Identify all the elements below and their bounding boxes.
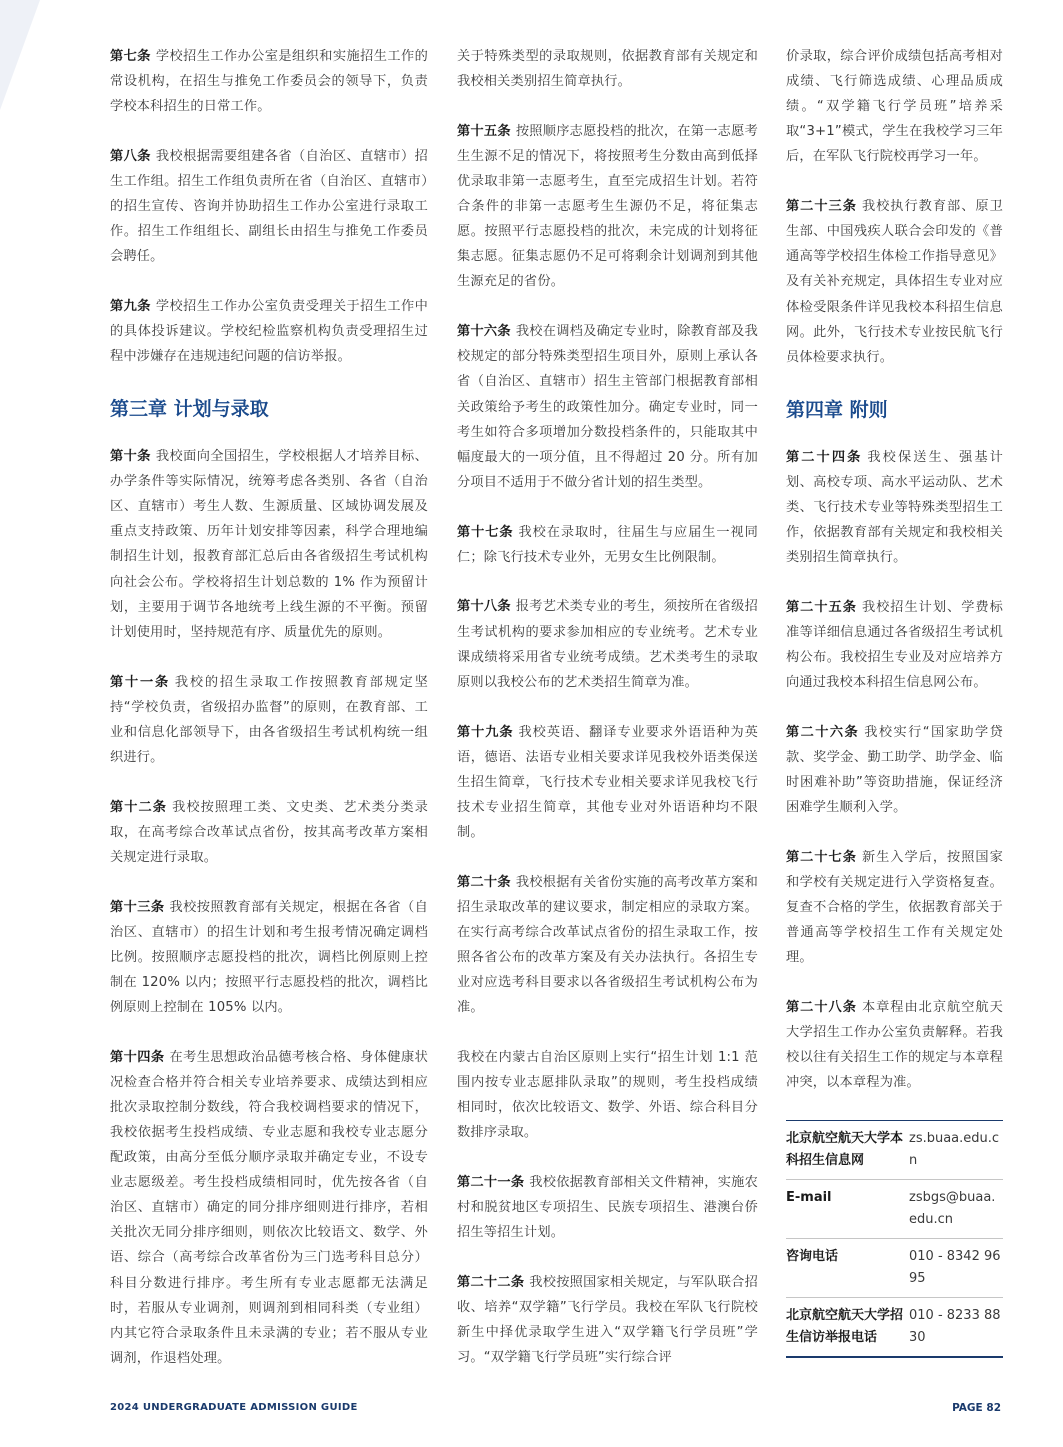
article-8: 第八条 我校根据需要组建各省（自治区、直辖市）招生工作组。招生工作组负责所在省（自治区、直辖市）的招生宣传、咨询并协助招生工作办公室进行录取工作。招生工作组组长、副组长由招生与推免工作委员会聘任。 bbox=[110, 148, 428, 265]
website-link[interactable]: zs.buaa.edu.cn bbox=[909, 1131, 1000, 1168]
footer-guide-title: 2024 UNDERGRADUATE ADMISSION GUIDE bbox=[110, 1402, 358, 1413]
article-14: 第十四条 在考生思想政治品德考核合格、身体健康状况检查合格并符合相关专业培养要求、成绩达到相应批次录取控制分数线，符合我校调档要求的情况下，我校依据考生投档成绩、专业志愿和我校专业志愿分配政策，由高分至低分顺序录取并确定专业，不设专业志愿级差。考生投档成绩相同时，优先按各省（自治区、直辖市）确定的同分排序细则进行排序，若相关批次无同分排序细则，则依次比较语文、数学、外语、综合（高考综合改革省份为三门选考科目总分）科目分数进行排序。考生所有专业志愿都无法满足时，若服从专业调剂，则调剂到相同科类（专业组）内其它符合录取条件且未录满的专业；若不服从专业调剂，作退档处理。 bbox=[110, 1049, 428, 1366]
column-2 bbox=[457, 44, 758, 1395]
article-15: 第十五条 按照顺序志愿投档的批次，在第一志愿考生生源不足的情况下，将按照考生分数由高到低择优录取非第一志愿考生，直至完成招生计划。若符合条件的非第一志愿考生生源仍不足，将征集志愿。按照平行志愿投档的批次，未完成的计划将征集志愿。征集志愿仍不足可将剩余计划调剂到其他生源充足的省份。 bbox=[457, 123, 758, 290]
column-1 bbox=[110, 44, 428, 1396]
contact-label: E-mail bbox=[786, 1190, 832, 1205]
article-11: 第十一条 我校的招生录取工作按照教育部规定坚持“学校负责，省级招办监督”的原则，在教育部、工业和信息化部领导下，由各省级招生考试机构统一组织进行。 bbox=[110, 674, 428, 765]
chapter-4-heading: 第四章 附则 bbox=[786, 398, 888, 421]
article-23: 第二十三条 我校执行教育部、原卫生部、中国残疾人联合会印发的《普通高等学校招生体检工作指导意见》及有关补充规定，具体招生专业对应体检受限条件详见我校本科招生信息网。此外，飞行技术专业按民航飞行员体检要求执行。 bbox=[786, 199, 1004, 365]
article-16: 第十六条 我校在调档及确定专业时，除教育部及我校规定的部分特殊类型招生项目外，原则上承认各省（自治区、直辖市）招生主管部门根据教育部相关政策给予考生的政策性加分。确定专业时，同一考生如符合多项增加分数投档条件的，只能取其中幅度最大的一项分值，且不得超过 20 分。所有加分项目不适用于不做分省计划的招生类型。 bbox=[457, 324, 758, 490]
phone-number: 010 - 8342 9695 bbox=[909, 1249, 1001, 1286]
article-20-inner-mongolia: 我校在内蒙古自治区原则上实行“招生计划 1:1 范围内按专业志愿排队录取”的规则，考生投档成绩相同时，依次比较语文、数学、外语、综合科目分数排序录取。 bbox=[457, 1049, 758, 1141]
article-20: 第二十条 我校根据有关省份实施的高考改革方案和招生录取改革的建议要求，制定相应的录取方案。在实行高考综合改革试点省份的招生录取工作，按照各省公布的改革方案及有关办法执行。各招生专业对应选考科目要求以各省级招生考试机构公布为准。 bbox=[457, 874, 758, 1016]
article-13: 第十三条 我校按照教育部有关规定，根据在各省（自治区、直辖市）的招生计划和考生报考情况确定调档比例。按照顺序志愿投档的批次，调档比例原则上控制在 120% 以内；按照平行志愿投档的批次，调档比例原则上控制在 105% 以内。 bbox=[110, 899, 428, 1015]
report-phone-number: 010 - 8233 8830 bbox=[909, 1308, 1001, 1345]
email-link[interactable]: zsbgs@buaa.edu.cn bbox=[909, 1190, 996, 1227]
contact-label: 北京航空航天大学招生信访举报电话 bbox=[786, 1308, 904, 1345]
article-17: 第十七条 我校在录取时，往届生与应届生一视同仁；除飞行技术专业外，无男女生比例限制。 bbox=[457, 524, 758, 565]
article-18: 第十八条 报考艺术类专业的考生，须按所在省级招生考试机构的要求参加相应的专业统考。艺术专业课成绩将采用省专业统考成绩。艺术类考生的录取原则以我校公布的艺术类招生简章为准。 bbox=[457, 599, 758, 690]
page-number: PAGE 82 bbox=[952, 1402, 1001, 1414]
article-9: 第九条 学校招生工作办公室负责受理关于招生工作中的具体投诉建议。学校纪检监察机构负责受理招生过程中涉嫌存在违规违纪问题的信访举报。 bbox=[110, 299, 428, 365]
article-21: 第二十一条 我校依据教育部相关文件精神，实施农村和脱贫地区专项招生、民族专项招生、港澳台侨招生等招生计划。 bbox=[457, 1174, 759, 1241]
contact-table bbox=[786, 1120, 1003, 1358]
article-10: 第十条 我校面向全国招生，学校根据人才培养目标、办学条件等实际情况，统筹考虑各类别、各省（自治区、直辖市）考生人数、生源质量、区域协调发展及重点支持政策、历年计划安排等因素，科学合理地编制招生计划，报教育部汇总后由各省级招生考试机构向社会公布。学校将招生计划总数的 1% 作为预留计划，主要用于调节各地统考上线生源的不平衡。预留计划使用时，坚持规范有序、质量优先的原则。 bbox=[110, 449, 428, 640]
article-12: 第十二条 我校按照理工类、文史类、艺术类分类录取，在高考综合改革试点省份，按其高考改革方案相关规定进行录取。 bbox=[110, 799, 428, 865]
article-19: 第十九条 我校英语、翻译专业要求外语语种为英语，德语、法语专业相关要求详见我校外语类保送生招生简章，飞行技术专业相关要求详见我校飞行技术专业招生简章，其他专业对外语语种均不限制。 bbox=[457, 724, 758, 840]
corner-decoration bbox=[0, 0, 40, 120]
contact-row-phone bbox=[786, 1239, 1003, 1298]
article-14-continued: 关于特殊类型的录取规则，依据教育部有关规定和我校相关类别招生简章执行。 bbox=[457, 49, 758, 90]
chapter-3-heading: 第三章 计划与录取 bbox=[110, 398, 269, 421]
article-25: 第二十五条 我校招生计划、学费标准等详细信息通过各省级招生考试机构公布。我校招生专业及对应培养方向通过我校本科招生信息网公布。 bbox=[786, 599, 1004, 690]
article-26: 第二十六条 我校实行“国家助学贷款、奖学金、勤工助学、助学金、临时困难补助”等资助措施，保证经济困难学生顺利入学。 bbox=[786, 724, 1003, 815]
article-7: 第七条 学校招生工作办公室是组织和实施招生工作的常设机构，在招生与推免工作委员会的领导下，负责学校本科招生的日常工作。 bbox=[110, 49, 428, 115]
contact-row-report-phone bbox=[786, 1298, 1003, 1358]
article-22-continued: 价录取，综合评价成绩包括高考相对成绩、飞行筛选成绩、心理品质成绩。“双学籍飞行学员班”培养采取“3+1”模式，学生在我校学习三年后，在军队飞行院校再学习一年。 bbox=[786, 49, 1003, 165]
article-24: 第二十四条 我校保送生、强基计划、高校专项、高水平运动队、艺术类、飞行技术专业等特殊类型招生工作，依据教育部有关规定和我校相关类别招生简章执行。 bbox=[786, 449, 1003, 565]
contact-label: 咨询电话 bbox=[786, 1249, 839, 1264]
article-22: 第二十二条 我校按照国家相关规定，与军队联合招收、培养“双学籍”飞行学员。我校在军队飞行院校新生中择优录取学生进入“双学籍飞行学员班”学习。“双学籍飞行学员班”实行综合评 bbox=[457, 1274, 759, 1366]
article-28: 第二十八条 本章程由北京航空航天大学招生工作办公室负责解释。若我校以往有关招生工作的规定与本章程冲突，以本章程为准。 bbox=[786, 999, 1004, 1091]
contact-row-email bbox=[786, 1180, 1003, 1239]
column-3 bbox=[786, 44, 1003, 1358]
contact-label: 北京航空航天大学本科招生信息网 bbox=[786, 1131, 904, 1168]
article-27: 第二十七条 新生入学后，按照国家和学校有关规定进行入学资格复查。复查不合格的学生，依据教育部关于普通高等学校招生工作有关规定处理。 bbox=[786, 849, 1004, 966]
contact-row-website bbox=[786, 1121, 1003, 1180]
